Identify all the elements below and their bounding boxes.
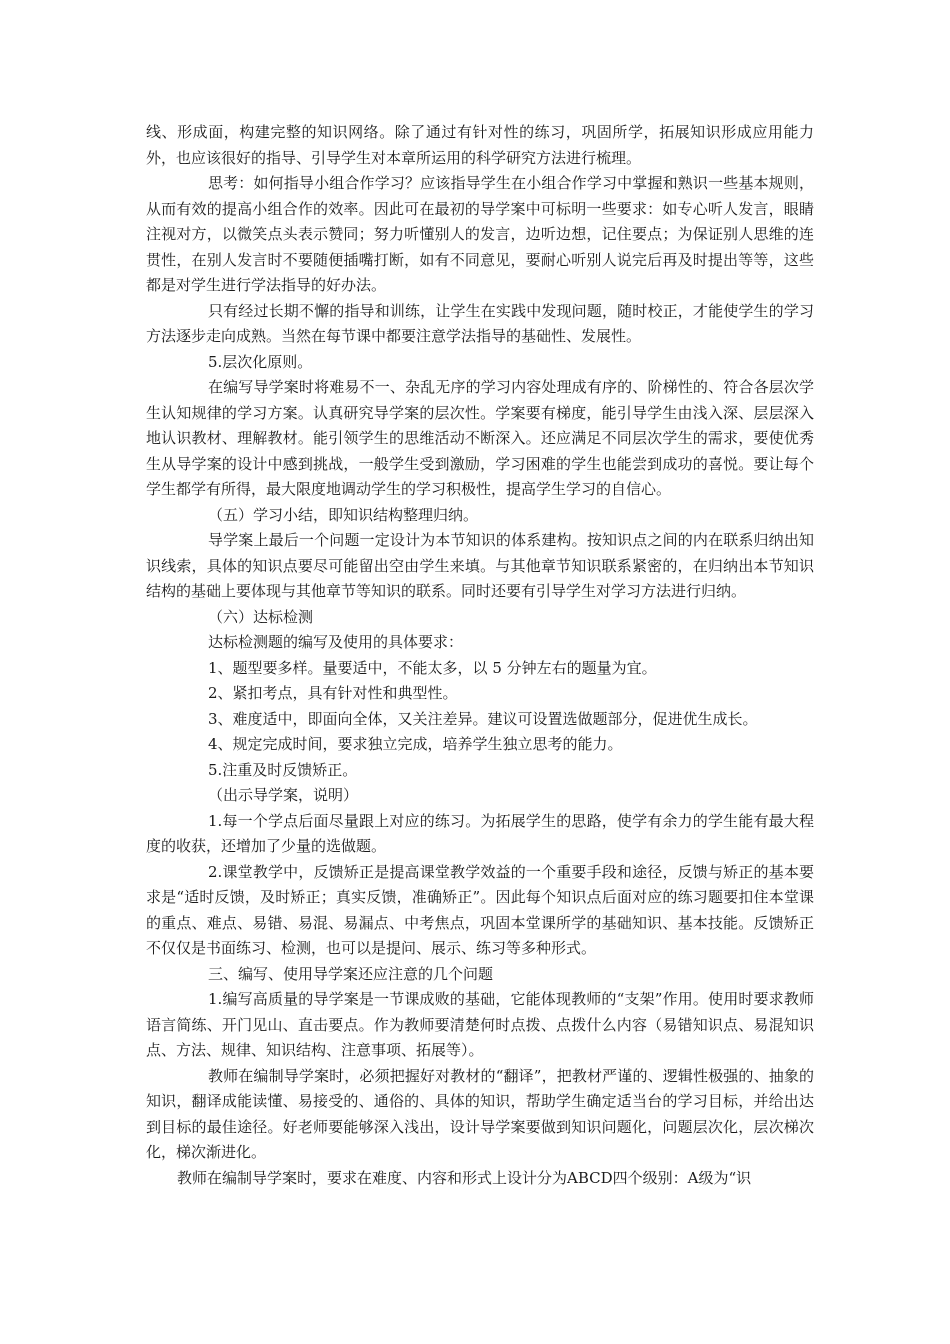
heading-study-summary: （五）学习小结，即知识结构整理归纳。: [208, 505, 479, 524]
paragraph-knowledge-network: 线、形成面，构建完整的知识网络。除了通过有针对性的练习，巩固所学，拓展知识形成应用能力外，也应该很好的指导、引导学生对本章所运用的科学研究方法进行梳理。: [146, 123, 814, 167]
list-item-1: 1、题型要多样。量要适中，不能太多，以 5 分钟左右的题量为宜。: [208, 658, 657, 677]
paragraph-hierarchy-principle: 在编写导学案时将难易不一、杂乱无序的学习内容处理成有序的、阶梯性的、符合各层次学生认知规律的学习方案。认真研究导学案的层次性。学案要有梯度，能引导学生由浅入深、层层深入地认识教材、理解教材。能引领学生的思维活动不断深入。还应满足不同层次学生的需求，要使优秀生从导学案的设计中感到挑战，一般学生受到激励，学习困难的学生也能尝到成功的喜悦。要让每个学生都学有所得，最大限度地调动学生的学习积极性，提高学生学习的自信心。: [146, 378, 814, 498]
paragraph-long-term-guidance: 只有经过长期不懈的指导和训练，让学生在实践中发现问题，随时校正，才能使学生的学习方法逐步走向成熟。当然在每节课中都要注意学法指导的基础性、发展性。: [146, 301, 814, 345]
heading-hierarchy-principle: 5.层次化原则。: [208, 352, 313, 371]
paragraph-feedback-correction: 2.课堂教学中，反馈矫正是提高课堂教学效益的一个重要手段和途径，反馈与矫正的基本要求是“适时反馈，及时矫正；真实反馈，准确矫正”。因此每个知识点后面对应的练习题要扣住本堂课的重点、难点、易错、易混、易漏点、中考焦点，巩固本堂课所学的基础知识、基本技能。反馈矫正不仅仅是书面练习、检测，也可以是提问、展示、练习等多种形式。: [146, 862, 814, 957]
list-item-4: 4、规定完成时间，要求独立完成，培养学生独立思考的能力。: [208, 735, 623, 753]
paragraph-group-study-thinking: 思考：如何指导小组合作学习？应该指导学生在小组合作学习中掌握和熟识一些基本规则，从而有效的提高小组合作的效率。因此可在最初的导学案中可标明一些要求：如专心听人发言，眼睛注视对方，以微笑点头表示赞同；努力听懂别人的发言，边听边想，记住要点；为保证别人思维的连贯性，在别人发言时不要随便插嘴打断，如有不同意见，要耐心听别人说完后再及时提出等等，这些都是对学生进行学法指导的好办法。: [146, 174, 814, 294]
document-page: [146, 120, 814, 1191]
list-item-3: 3、难度适中，即面向全体，又关注差异。建议可设置选做题部分，促进优生成长。: [208, 709, 758, 728]
paragraph-high-quality-guide: 1.编写高质量的导学案是一节课成败的基础，它能体现教师的“支架”作用。使用时要求教师语言简练、开门见山、直击要点。作为教师要清楚何时点拨、点拨什么内容（易错知识点、易混知识点、方法、规律、知识结构、注意事项、拓展等）。: [146, 990, 814, 1059]
paragraph-abcd-levels: 教师在编制导学案时，要求在难度、内容和形式上设计分为ABCD四个级别：A级为“识: [177, 1168, 752, 1187]
paragraph-study-summary: 导学案上最后一个问题一定设计为本节知识的体系建构。按知识点之间的内在联系归纳出知识线索，具体的知识点要尽可能留出空由学生来填。与其他章节知识联系紧密的，在归纳出本节知识结构的基础上要体现与其他章节等知识的联系。同时还要有引导学生对学习方法进行归纳。: [146, 531, 814, 600]
paragraph-test-requirements: 达标检测题的编写及使用的具体要求：: [208, 633, 464, 651]
heading-section-three: 三、编写、使用导学案还应注意的几个问题: [208, 964, 494, 983]
heading-target-test: （六）达标检测: [208, 607, 314, 626]
note-show-guide: （出示导学案，说明）: [208, 786, 359, 804]
list-item-2: 2、紧扣考点，具有针对性和典型性。: [208, 684, 458, 702]
paragraph-practice-after-points: 1.每一个学点后面尽量跟上对应的练习。为拓展学生的思路，使学有余力的学生能有最大程度的收获，还增加了少量的选做题。: [146, 811, 814, 855]
paragraph-translate-textbook: 教师在编制导学案时，必须把握好对教材的“翻译”，把教材严谨的、逻辑性极强的、抽象的知识，翻译成能读懂、易接受的、通俗的、具体的知识，帮助学生确定适当台的学习目标，并给出达到目标的最佳途径。好老师要能够深入浅出，设计导学案要做到知识问题化，问题层次化，层次梯次化，梯次渐进化。: [146, 1066, 814, 1161]
list-item-5: 5.注重及时反馈矫正。: [208, 760, 358, 779]
